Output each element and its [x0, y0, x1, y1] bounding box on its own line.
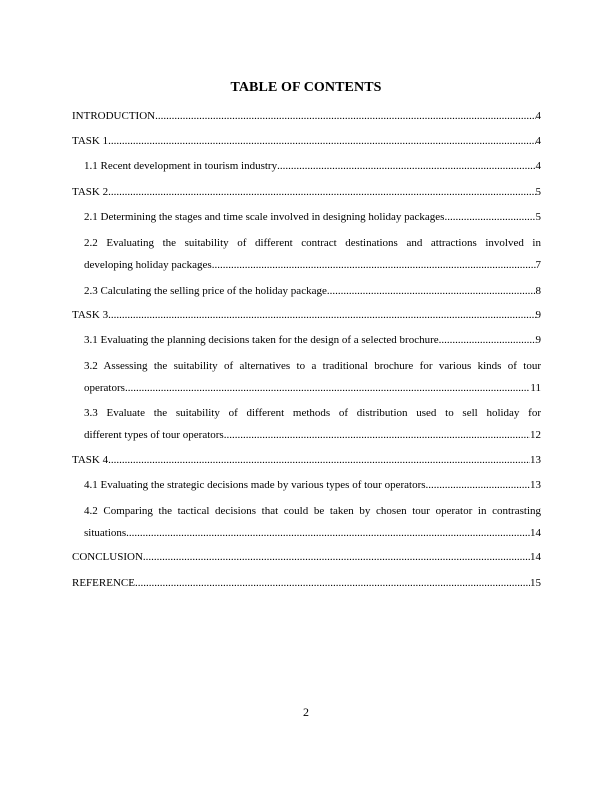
toc-entry-task-2[interactable] [72, 181, 541, 203]
toc-entry-task-3[interactable] [72, 304, 541, 326]
toc-title: TABLE OF CONTENTS [230, 80, 382, 95]
toc-entry-label: situations [84, 527, 127, 539]
toc-leader-dots [143, 546, 530, 568]
toc-entry-conclusion[interactable] [72, 546, 541, 568]
toc-entry-2-3[interactable] [84, 280, 541, 302]
toc-entry-page: 7 [535, 259, 541, 271]
toc-entry-page: 12 [530, 429, 541, 441]
toc-leader-dots [125, 377, 530, 399]
toc-entry-task-4[interactable] [72, 449, 541, 471]
toc-entry-label: INTRODUCTION [72, 110, 156, 122]
toc-entry-label: 2.1 Determining the stages and time scale involved in designing holiday packages [84, 211, 445, 223]
toc-leader-dots [108, 304, 535, 326]
toc-entry-1-1[interactable] [84, 155, 541, 177]
toc-entry-label: 4.1 Evaluating the strategic decisions made by various types of tour operators [84, 479, 426, 491]
toc-leader-dots [439, 329, 536, 351]
toc-entry-page: 5 [535, 211, 541, 223]
toc-leader-dots [224, 424, 530, 446]
toc-entry-label: different types of tour operators [84, 429, 224, 441]
toc-entry-page: 4 [535, 135, 541, 147]
toc-entry-introduction[interactable] [72, 105, 541, 127]
toc-entry-3-3[interactable] [84, 402, 541, 446]
toc-leader-dots [277, 155, 535, 177]
toc-entry-reference[interactable] [72, 572, 541, 594]
toc-leader-dots [327, 280, 536, 302]
toc-entry-label: operators [84, 382, 125, 394]
toc-entry-page: 14 [530, 527, 541, 539]
toc-entry-page: 9 [535, 309, 541, 321]
toc-entry-label: TASK 2 [72, 186, 109, 198]
toc-entry-label-line1: 2.2 Evaluating the suitability of different contract destinations and attractions involved in [84, 237, 541, 249]
toc-entry-task-1[interactable] [72, 130, 541, 152]
toc-leader-dots [108, 449, 530, 471]
toc-entry-page: 11 [530, 382, 541, 394]
toc-entry-page: 9 [535, 334, 541, 346]
toc-entry-2-1[interactable] [84, 206, 541, 228]
toc-entry-label: CONCLUSION [72, 551, 143, 563]
toc-leader-dots [108, 130, 535, 152]
toc-entry-2-2[interactable] [84, 232, 541, 276]
toc-leader-dots [212, 254, 536, 276]
toc-leader-dots [426, 474, 530, 496]
toc-entry-label: TASK 1 [72, 135, 109, 147]
toc-leader-dots [126, 522, 530, 544]
toc-leader-dots [135, 572, 530, 594]
toc-entry-page: 4 [535, 160, 541, 172]
toc-entry-3-2[interactable] [84, 355, 541, 399]
toc-entry-3-1[interactable] [84, 329, 541, 351]
toc-leader-dots [108, 181, 535, 203]
toc-entry-label: TASK 3 [72, 309, 109, 321]
toc-entry-label: 3.1 Evaluating the planning decisions taken for the design of a selected brochure [84, 334, 439, 346]
toc-entry-label-line1: 3.2 Assessing the suitability of alternatives to a traditional brochure for various kinds of tour [84, 360, 541, 372]
toc-entry-label: developing holiday packages [84, 259, 212, 271]
toc-entry-page: 4 [535, 110, 541, 122]
page-number: 2 [303, 705, 309, 719]
toc-entry-page: 5 [535, 186, 541, 198]
toc-leader-dots [155, 105, 535, 127]
toc-entry-page: 8 [535, 285, 541, 297]
toc-entry-label-line1: 3.3 Evaluate the suitability of different methods of distribution used to sell holiday for [84, 407, 541, 419]
toc-entry-page: 13 [530, 479, 541, 491]
toc-entry-label: TASK 4 [72, 454, 109, 466]
toc-entry-page: 14 [530, 551, 541, 563]
toc-entry-page: 15 [530, 577, 541, 589]
toc-entry-label-line1: 4.2 Comparing the tactical decisions that could be taken by chosen tour operator in contrasting [84, 505, 541, 517]
toc-entry-4-2[interactable] [84, 500, 541, 544]
toc-entry-label: REFERENCE [72, 577, 135, 589]
toc-entry-page: 13 [530, 454, 541, 466]
toc-entry-label: 2.3 Calculating the selling price of the holiday package [84, 285, 327, 297]
toc-entry-label: 1.1 Recent development in tourism industry [84, 160, 278, 172]
toc-leader-dots [444, 206, 535, 228]
toc-entry-4-1[interactable] [84, 474, 541, 496]
